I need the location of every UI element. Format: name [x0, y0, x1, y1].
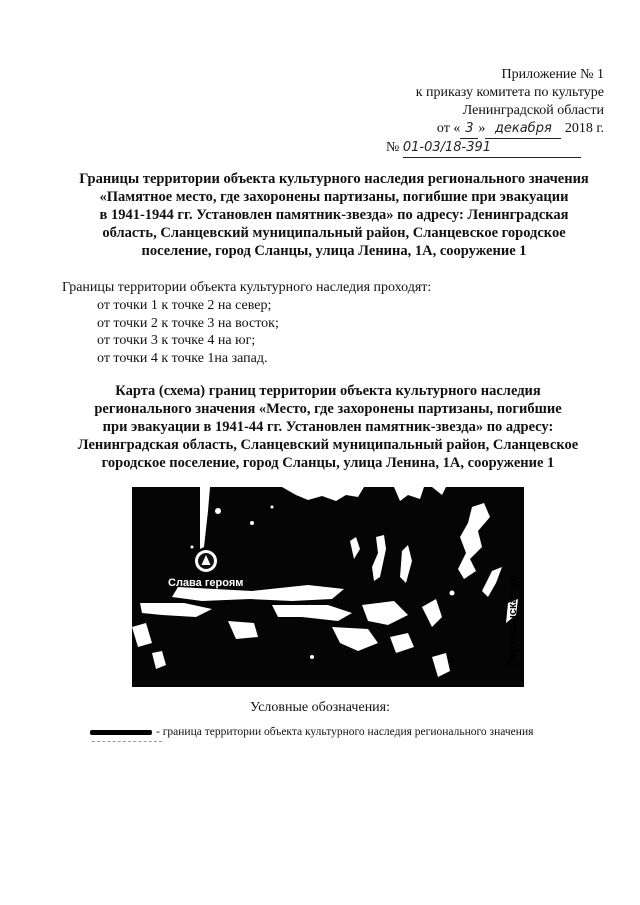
street-label-box [505, 548, 519, 668]
legend-item-label: - граница территории объекта культурного наследия регионального значения [156, 726, 534, 738]
appendix-number [324, 139, 604, 158]
boundary-point-item: от точки 2 к точке 3 на восток; [97, 315, 279, 331]
legend-item [90, 726, 533, 738]
legend-underline [92, 741, 162, 742]
title-line-4: область, Сланцевский муниципальный район, Сланцевское городское [102, 225, 566, 241]
title-line-3: в 1941-1944 гг. Установлен памятник-звезда» по адресу: Ленинградская [99, 207, 569, 223]
date-prefix: от « [436, 121, 461, 136]
street-label: Партизанская ул. [507, 571, 519, 666]
map-title-line-3: при эвакуации в 1941-44 гг. Установлен памятник-звезда» по адресу: [102, 419, 554, 435]
monument-pin-icon [195, 550, 217, 572]
boundary-point-item: от точки 3 к точке 4 на юг; [97, 333, 256, 348]
number-value: 01-03/18-391 [403, 139, 581, 158]
title-line-5: поселение, город Сланцы, улица Ленина, 1А, сооружение 1 [141, 243, 527, 259]
map-title-line-5: городское поселение, город Сланцы, улица Ленина, 1А, сооружение 1 [101, 455, 555, 471]
map-marker-label: Слава героям [168, 577, 244, 589]
legend-title: Условные обозначения: [249, 700, 391, 715]
title-line-1: Границы территории объекта культурного наследия регионального значения [79, 171, 589, 187]
map-title-line-1: Карта (схема) границ территории объекта культурного наследия [115, 383, 541, 399]
map-title [48, 382, 608, 472]
appendix-line-2: к приказу комитета по культуре [415, 85, 604, 100]
number-prefix: № [386, 140, 400, 155]
appendix-header [324, 66, 604, 158]
boundaries-intro: Границы территории объекта культурного наследия проходят: [62, 280, 432, 295]
map-title-line-4: Ленинградская область, Сланцевский муниципальный район, Сланцевское [77, 437, 579, 453]
title-line-2: «Памятное место, где захоронены партизаны, погибшие при эвакуации [99, 189, 569, 205]
boundary-map [132, 487, 524, 687]
appendix-date [324, 120, 604, 139]
date-year: 2018 г. [564, 121, 604, 136]
boundary-point-item: от точки 1 к точке 2 на север; [97, 298, 272, 313]
map-image [132, 487, 524, 687]
document-title [54, 170, 614, 260]
date-day: 3 [460, 120, 478, 139]
appendix-line-3: Ленинградской области [462, 103, 604, 118]
date-mid: » [478, 121, 486, 136]
map-title-line-2: регионального значения «Место, где захоронены партизаны, погибшие [94, 401, 562, 417]
boundary-points-list [97, 297, 279, 367]
boundary-point-item: от точки 4 к точке 1на запад. [97, 350, 268, 366]
appendix-line-1: Приложение № 1 [501, 67, 604, 82]
date-month: декабря [485, 120, 561, 139]
boundary-line-symbol [90, 730, 152, 735]
